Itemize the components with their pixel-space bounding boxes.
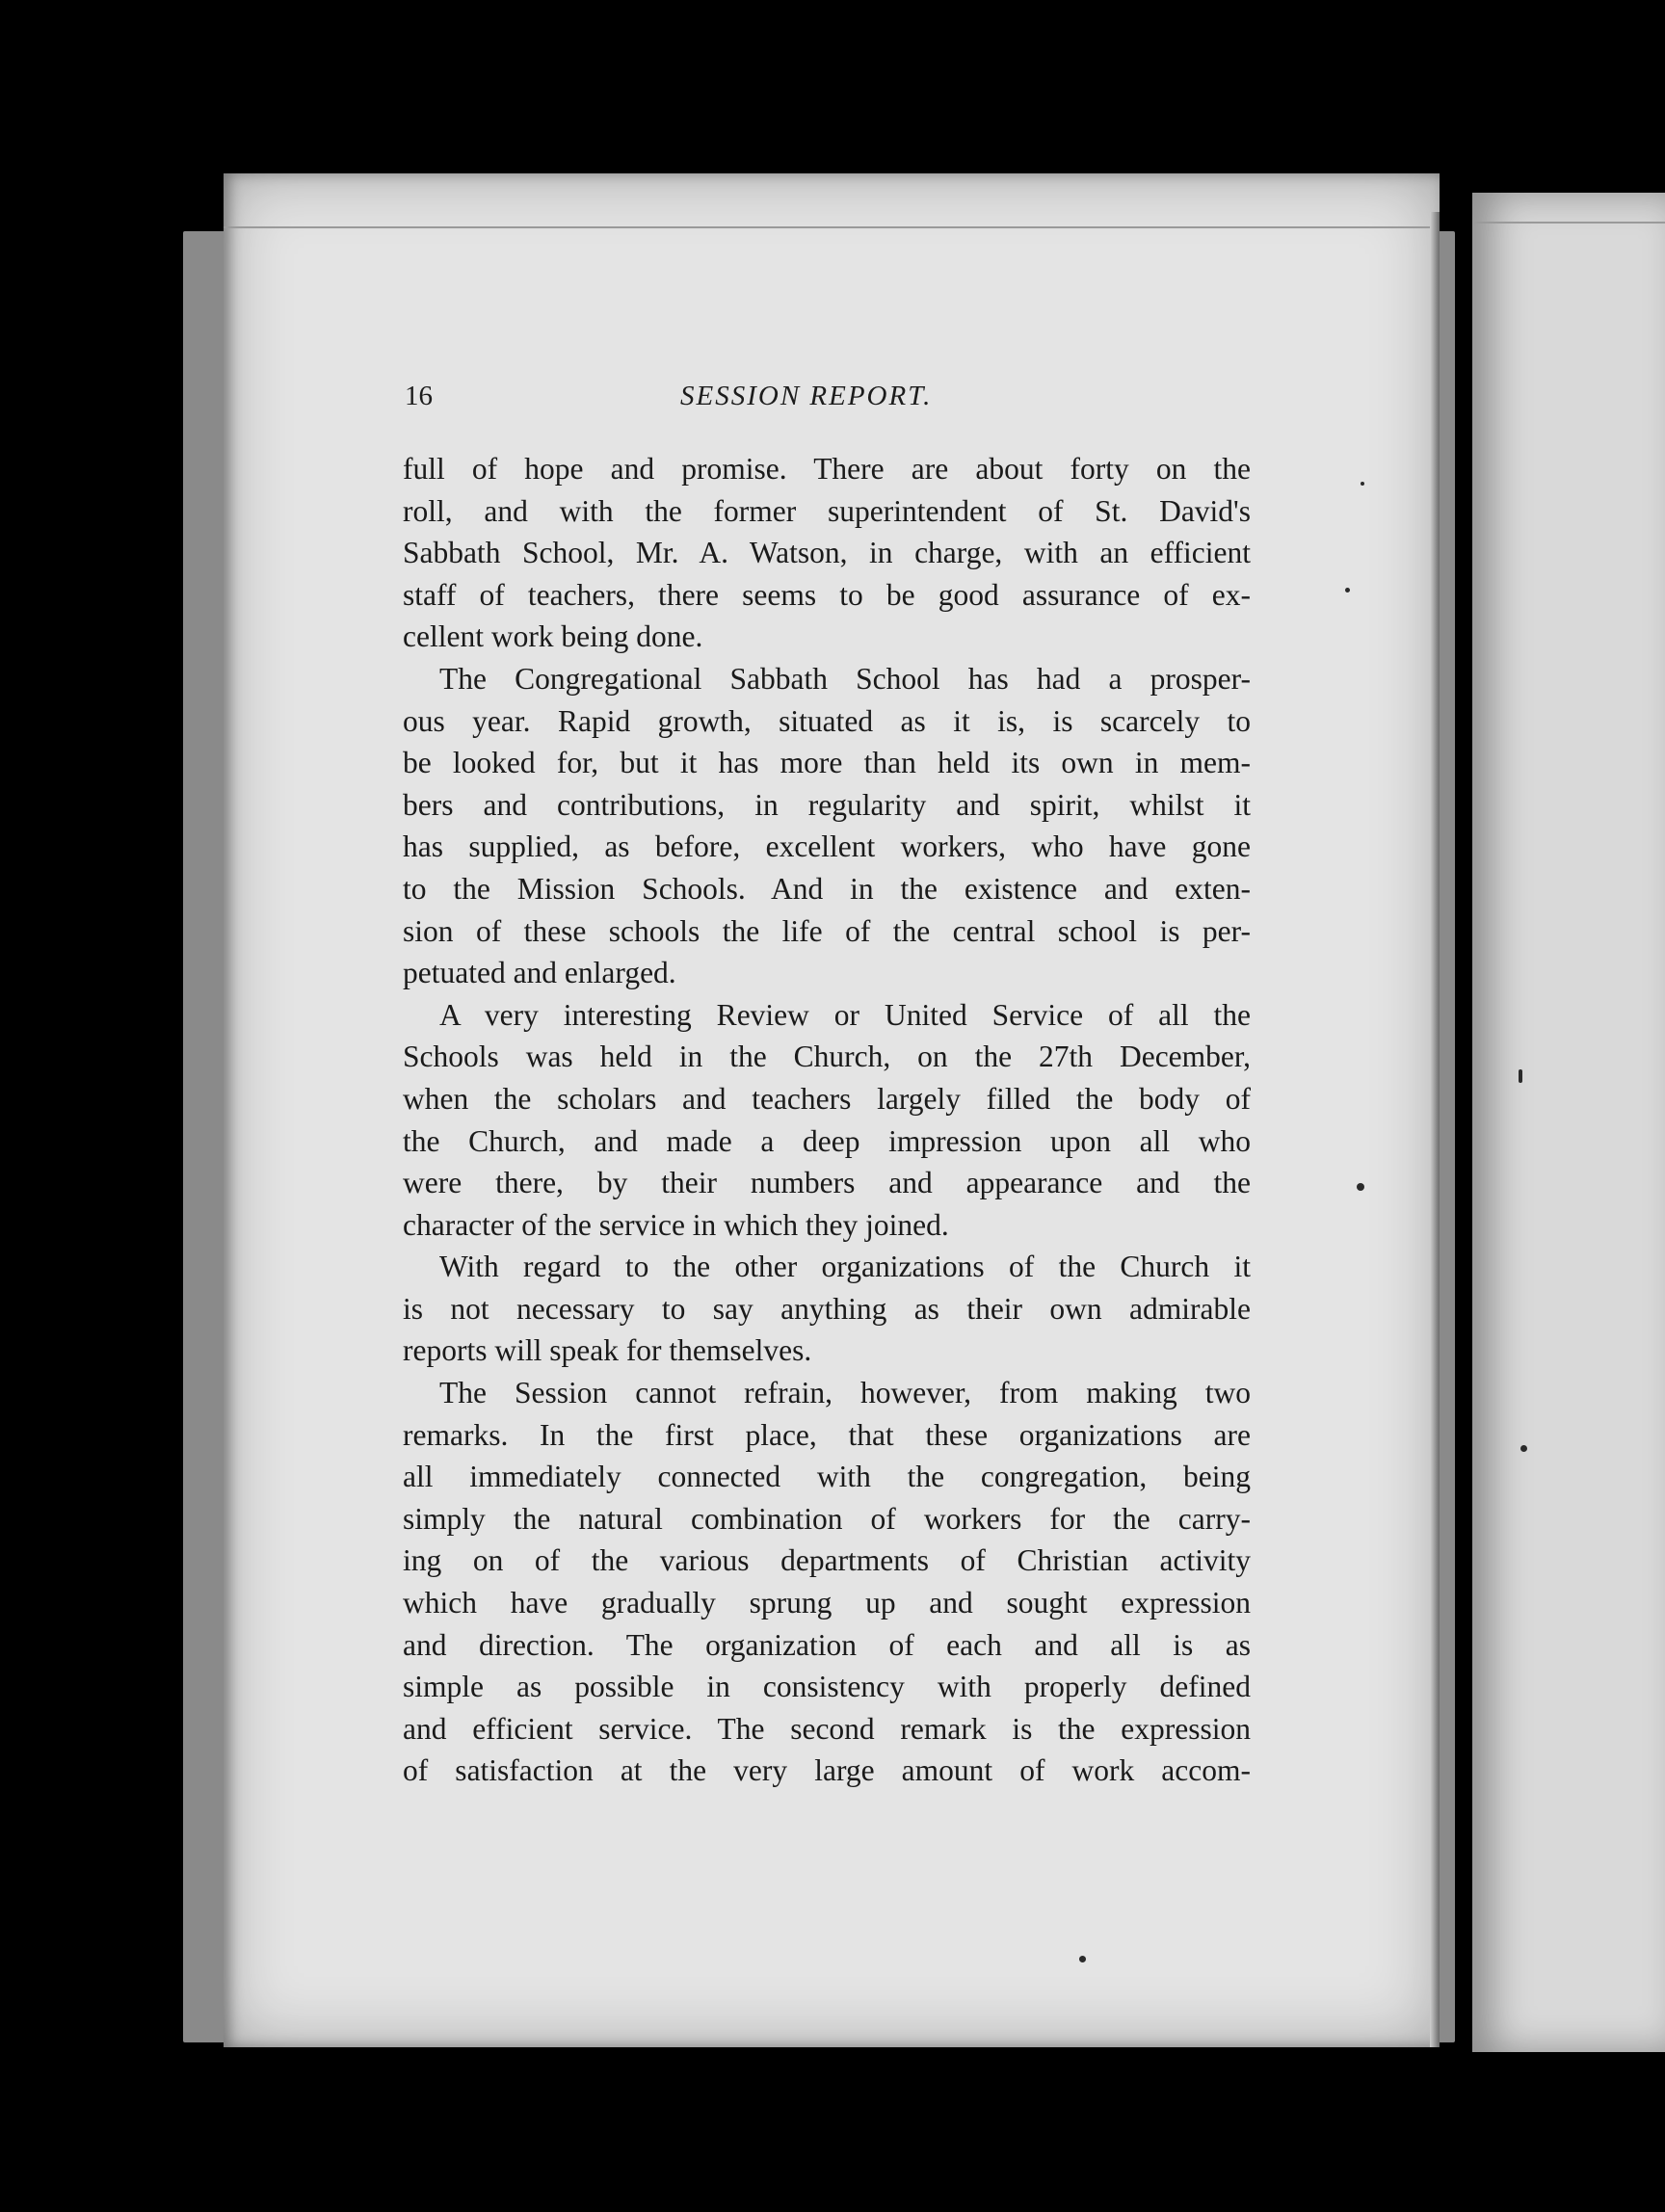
text-line: cellent work being done. [403,619,703,654]
text-line: when the scholars and teachers largely filled the body of [403,1081,1251,1116]
scan-speck [1345,588,1350,592]
text-line: the Church, and made a deep impression upon all who [403,1123,1251,1158]
text-line: simply the natural combination of workers for the carry- [403,1501,1251,1536]
text-line: and direction. The organization of each and all is as [403,1627,1251,1662]
text-line: Schools was held in the Church, on the 27th December, [403,1040,1251,1074]
text-line: A very interesting Review or United Service of all the [439,997,1251,1032]
text-line: all immediately connected with the congregation, being [403,1460,1251,1494]
text-line: sion of these schools the life of the central school is per- [403,913,1251,948]
facing-page-rule [1472,222,1665,224]
text-line: The Congregational Sabbath School has had a prosper- [439,661,1251,696]
text-line: remarks. In the first place, that these organizations are [403,1417,1251,1452]
page-number: 16 [405,381,433,411]
text-line: With regard to the other organizations of the Church it [439,1250,1251,1284]
scan-speck [1079,1956,1086,1962]
text-line: simple as possible in consistency with properly defined [403,1670,1251,1704]
scan-speck [1361,482,1364,486]
running-title: SESSION REPORT. [680,381,933,411]
text-line: be looked for, but it has more than held its own in mem- [403,746,1251,780]
page-gutter-edge [1430,212,1440,2047]
facing-page [1472,193,1665,2052]
text-line: bers and contributions, in regularity and spirit, whilst it [403,787,1251,822]
text-line: Sabbath School, Mr. A. Watson, in charge, with an efficient [403,536,1251,570]
running-head [405,381,1272,419]
scan-speck [1357,1183,1364,1191]
text-line: of satisfaction at the very large amount of work accom- [403,1753,1251,1788]
text-line: full of hope and promise. There are about forty on the [403,452,1251,486]
text-line: staff of teachers, there seems to be good assurance of ex- [403,577,1251,612]
text-line: to the Mission Schools. And in the existence and exten- [403,871,1251,906]
text-line: and efficient service. The second remark is the expression [403,1711,1251,1746]
scan-speck [1520,1445,1527,1452]
text-line: roll, and with the former superintendent of St. David's [403,493,1251,528]
text-line: ing on of the various departments of Christian activity [403,1543,1251,1578]
text-line: The Session cannot refrain, however, from making two [439,1376,1251,1410]
page-top-rule [224,226,1440,228]
text-line: were there, by their numbers and appearance and the [403,1166,1251,1200]
text-line: has supplied, as before, excellent workers, who have gone [403,830,1251,864]
scan-speck [1519,1069,1522,1083]
text-line: reports will speak for themselves. [403,1333,812,1368]
text-line: petuated and enlarged. [403,956,676,990]
text-line: ous year. Rapid growth, situated as it is, is scarcely to [403,703,1251,738]
body-text [403,448,1251,1792]
text-line: is not necessary to say anything as their own admirable [403,1291,1251,1326]
text-line: character of the service in which they joined. [403,1207,949,1242]
text-line: which have gradually sprung up and sought expression [403,1586,1251,1620]
